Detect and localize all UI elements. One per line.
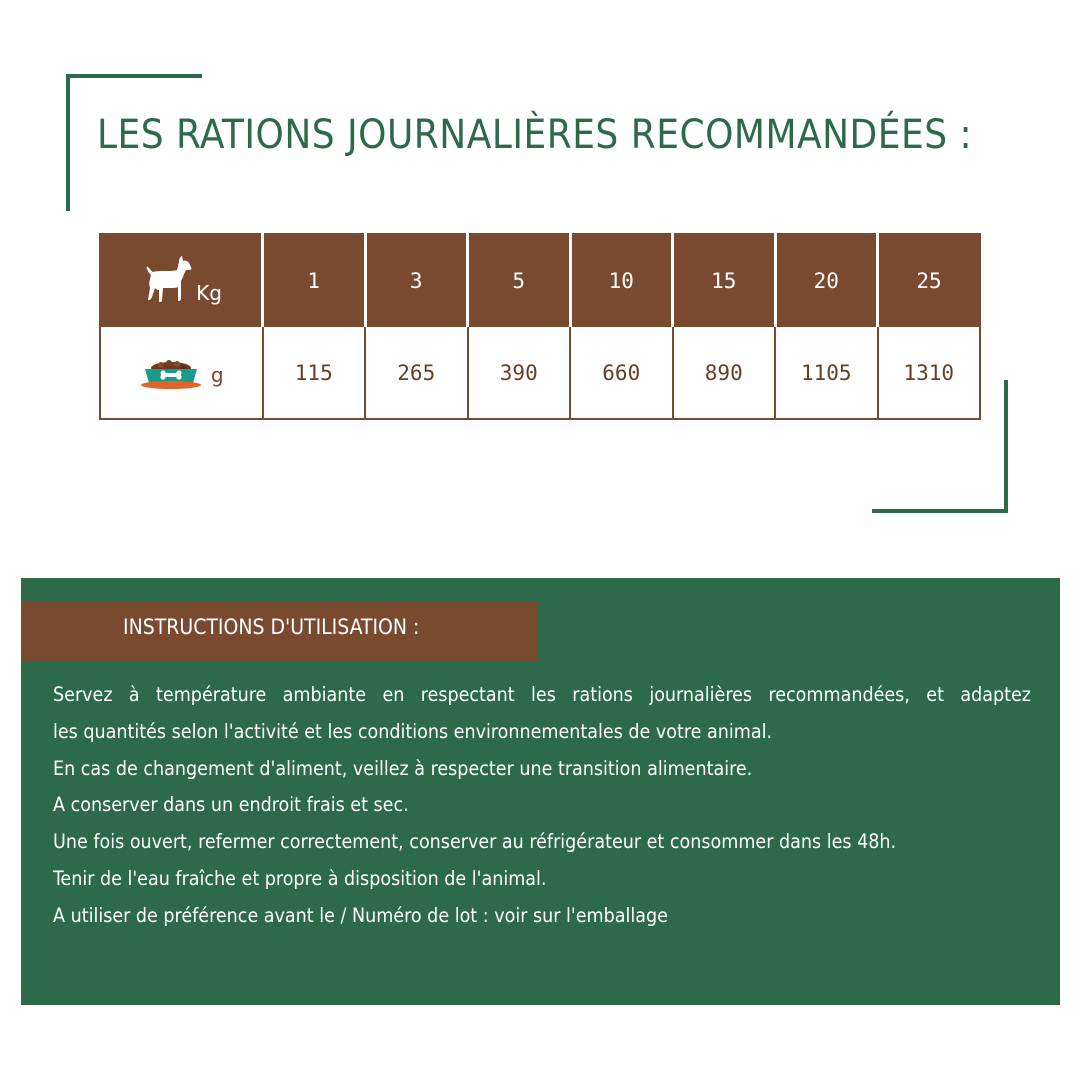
ration-table bbox=[99, 233, 981, 420]
weight-row bbox=[100, 234, 980, 327]
instruction-line: Servez à température ambiante en respectant les rations journalières recommandées, et adaptez bbox=[53, 683, 1031, 706]
ration-cell: 1105 bbox=[775, 327, 878, 419]
weight-cell: 3 bbox=[365, 234, 468, 327]
corner-bracket-bottom-horizontal bbox=[872, 509, 1008, 513]
weight-cell: 20 bbox=[775, 234, 878, 327]
weight-cell: 10 bbox=[570, 234, 673, 327]
weight-cell: 1 bbox=[263, 234, 366, 327]
ration-header-cell bbox=[100, 327, 263, 419]
corner-bracket-top-vertical bbox=[66, 74, 70, 211]
page-title: LES RATIONS JOURNALIÈRES RECOMMANDÉES : bbox=[97, 112, 973, 158]
instruction-line: les quantités selon l'activité et les conditions environnementales de votre animal. bbox=[53, 719, 773, 743]
instructions-banner bbox=[21, 601, 537, 662]
instructions-heading: INSTRUCTIONS D'UTILISATION : bbox=[123, 615, 420, 639]
instruction-line: Tenir de l'eau fraîche et propre à disposition de l'animal. bbox=[53, 866, 547, 890]
corner-bracket-top-horizontal bbox=[66, 74, 202, 78]
instruction-line: Une fois ouvert, refermer correctement, conserver au réfrigérateur et consommer dans les 48h. bbox=[53, 830, 897, 854]
weight-unit-label: Kg bbox=[196, 281, 222, 305]
corner-bracket-bottom-vertical bbox=[1004, 380, 1008, 513]
ration-cell: 660 bbox=[570, 327, 673, 419]
ration-cell: 390 bbox=[468, 327, 571, 419]
instruction-line: A conserver dans un endroit frais et sec. bbox=[53, 793, 409, 817]
ration-cell: 1310 bbox=[878, 327, 981, 419]
weight-header-cell bbox=[100, 234, 263, 327]
food-bowl-icon bbox=[139, 356, 203, 390]
weight-cell: 15 bbox=[673, 234, 776, 327]
ration-unit-label: g bbox=[210, 362, 224, 387]
ration-cell: 890 bbox=[673, 327, 776, 419]
dog-icon bbox=[140, 256, 194, 306]
instructions-text bbox=[53, 677, 1031, 935]
instruction-line: En cas de changement d'aliment, veillez à respecter une transition alimentaire. bbox=[53, 756, 753, 780]
instruction-line: A utiliser de préférence avant le / Numéro de lot : voir sur l'emballage bbox=[53, 903, 668, 927]
ration-row bbox=[100, 327, 980, 419]
ration-cell: 265 bbox=[365, 327, 468, 419]
ration-cell: 115 bbox=[263, 327, 366, 419]
weight-cell: 5 bbox=[468, 234, 571, 327]
weight-cell: 25 bbox=[878, 234, 981, 327]
